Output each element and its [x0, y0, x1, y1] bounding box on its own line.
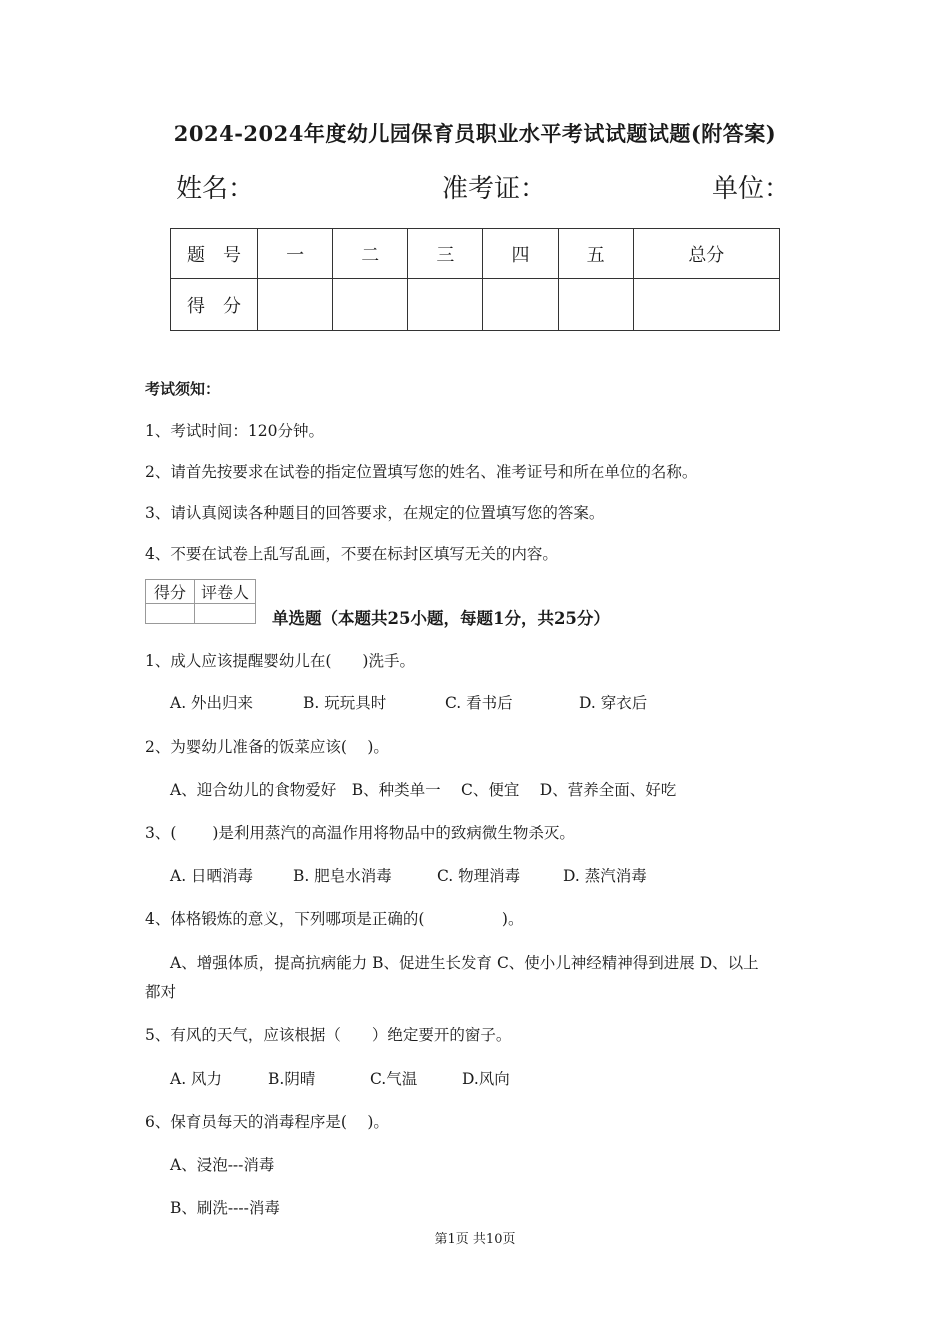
option: A. 日晒消毒: [170, 867, 254, 885]
option: A、浸泡---消毒: [170, 1156, 275, 1174]
score-input-cell[interactable]: [483, 279, 558, 331]
name-label: 姓名：: [176, 174, 255, 204]
notice-item: 1、考试时间：120分钟。: [145, 422, 324, 440]
score-table-header-row: [171, 229, 780, 279]
grader-reviewer-cell[interactable]: [195, 604, 256, 624]
grader-score-cell[interactable]: [146, 604, 195, 624]
option-line: 都对: [145, 983, 177, 1001]
score-table-cell: 二: [333, 229, 408, 279]
page-footer: 第1页 共10页: [434, 1232, 516, 1247]
question-stem: 5、有风的天气，应该根据（ ）绝定要开的窗子。: [145, 1026, 512, 1044]
exam-id-label: 准考证：: [442, 174, 547, 204]
question-stem: 2、为婴幼儿准备的饭菜应该( )。: [145, 738, 389, 756]
grader-box: [145, 579, 256, 624]
score-table-cell: 题 号: [171, 229, 258, 279]
question-stem: 4、体格锻炼的意义，下列哪项是正确的( )。: [145, 910, 524, 928]
option: B.阴晴: [268, 1070, 316, 1088]
score-table-cell: 三: [408, 229, 483, 279]
option: D. 蒸汽消毒: [563, 867, 647, 885]
score-input-cell[interactable]: [333, 279, 408, 331]
score-table-cell: 五: [558, 229, 633, 279]
grader-reviewer-label: 评卷人: [195, 580, 256, 604]
notice-heading: 考试须知：: [145, 380, 221, 398]
unit-label: 单位：: [712, 174, 791, 204]
score-table-cell: 一: [258, 229, 333, 279]
question-stem: 1、成人应该提醒婴幼儿在( )洗手。: [145, 652, 415, 670]
option: D. 穿衣后: [579, 694, 648, 712]
score-table-cell: 总分: [633, 229, 779, 279]
option: C. 物理消毒: [437, 867, 521, 885]
score-input-cell[interactable]: [558, 279, 633, 331]
document-title: 2024-2024年度幼儿园保育员职业水平考试试题试题(附答案): [173, 121, 777, 146]
option: C.气温: [370, 1070, 418, 1088]
option: D.风向: [462, 1070, 510, 1088]
question-stem: 6、保育员每天的消毒程序是( )。: [145, 1113, 389, 1131]
score-table-cell: 得 分: [171, 279, 258, 331]
notice-item: 3、请认真阅读各种题目的回答要求，在规定的位置填写您的答案。: [145, 504, 605, 522]
option: A. 风力: [170, 1070, 223, 1088]
grader-score-label: 得分: [146, 580, 195, 604]
score-table: [170, 228, 780, 331]
score-input-cell[interactable]: [633, 279, 779, 331]
score-input-cell[interactable]: [408, 279, 483, 331]
option-line: A、迎合幼儿的食物爱好 B、种类单一 C、便宜 D、营养全面、好吃: [170, 781, 677, 799]
option-line: A、增强体质，提高抗病能力 B、促进生长发育 C、使小儿神经精神得到进展 D、以上: [170, 954, 759, 972]
option: A. 外出归来: [170, 694, 254, 712]
option: B. 玩玩具时: [303, 694, 387, 712]
notice-item: 2、请首先按要求在试卷的指定位置填写您的姓名、准考证号和所在单位的名称。: [145, 463, 698, 481]
notice-item: 4、不要在试卷上乱写乱画，不要在标封区填写无关的内容。: [145, 545, 558, 563]
score-table-cell: 四: [483, 229, 558, 279]
option: B、刷洗----消毒: [170, 1199, 280, 1217]
score-table-score-row: [171, 279, 780, 331]
score-input-cell[interactable]: [258, 279, 333, 331]
question-stem: 3、( )是利用蒸汽的高温作用将物品中的致病微生物杀灭。: [145, 824, 575, 842]
option: C. 看书后: [445, 694, 513, 712]
option: B. 肥皂水消毒: [293, 867, 392, 885]
section-heading: 单选题（本题共25小题，每题1分，共25分）: [272, 609, 610, 628]
